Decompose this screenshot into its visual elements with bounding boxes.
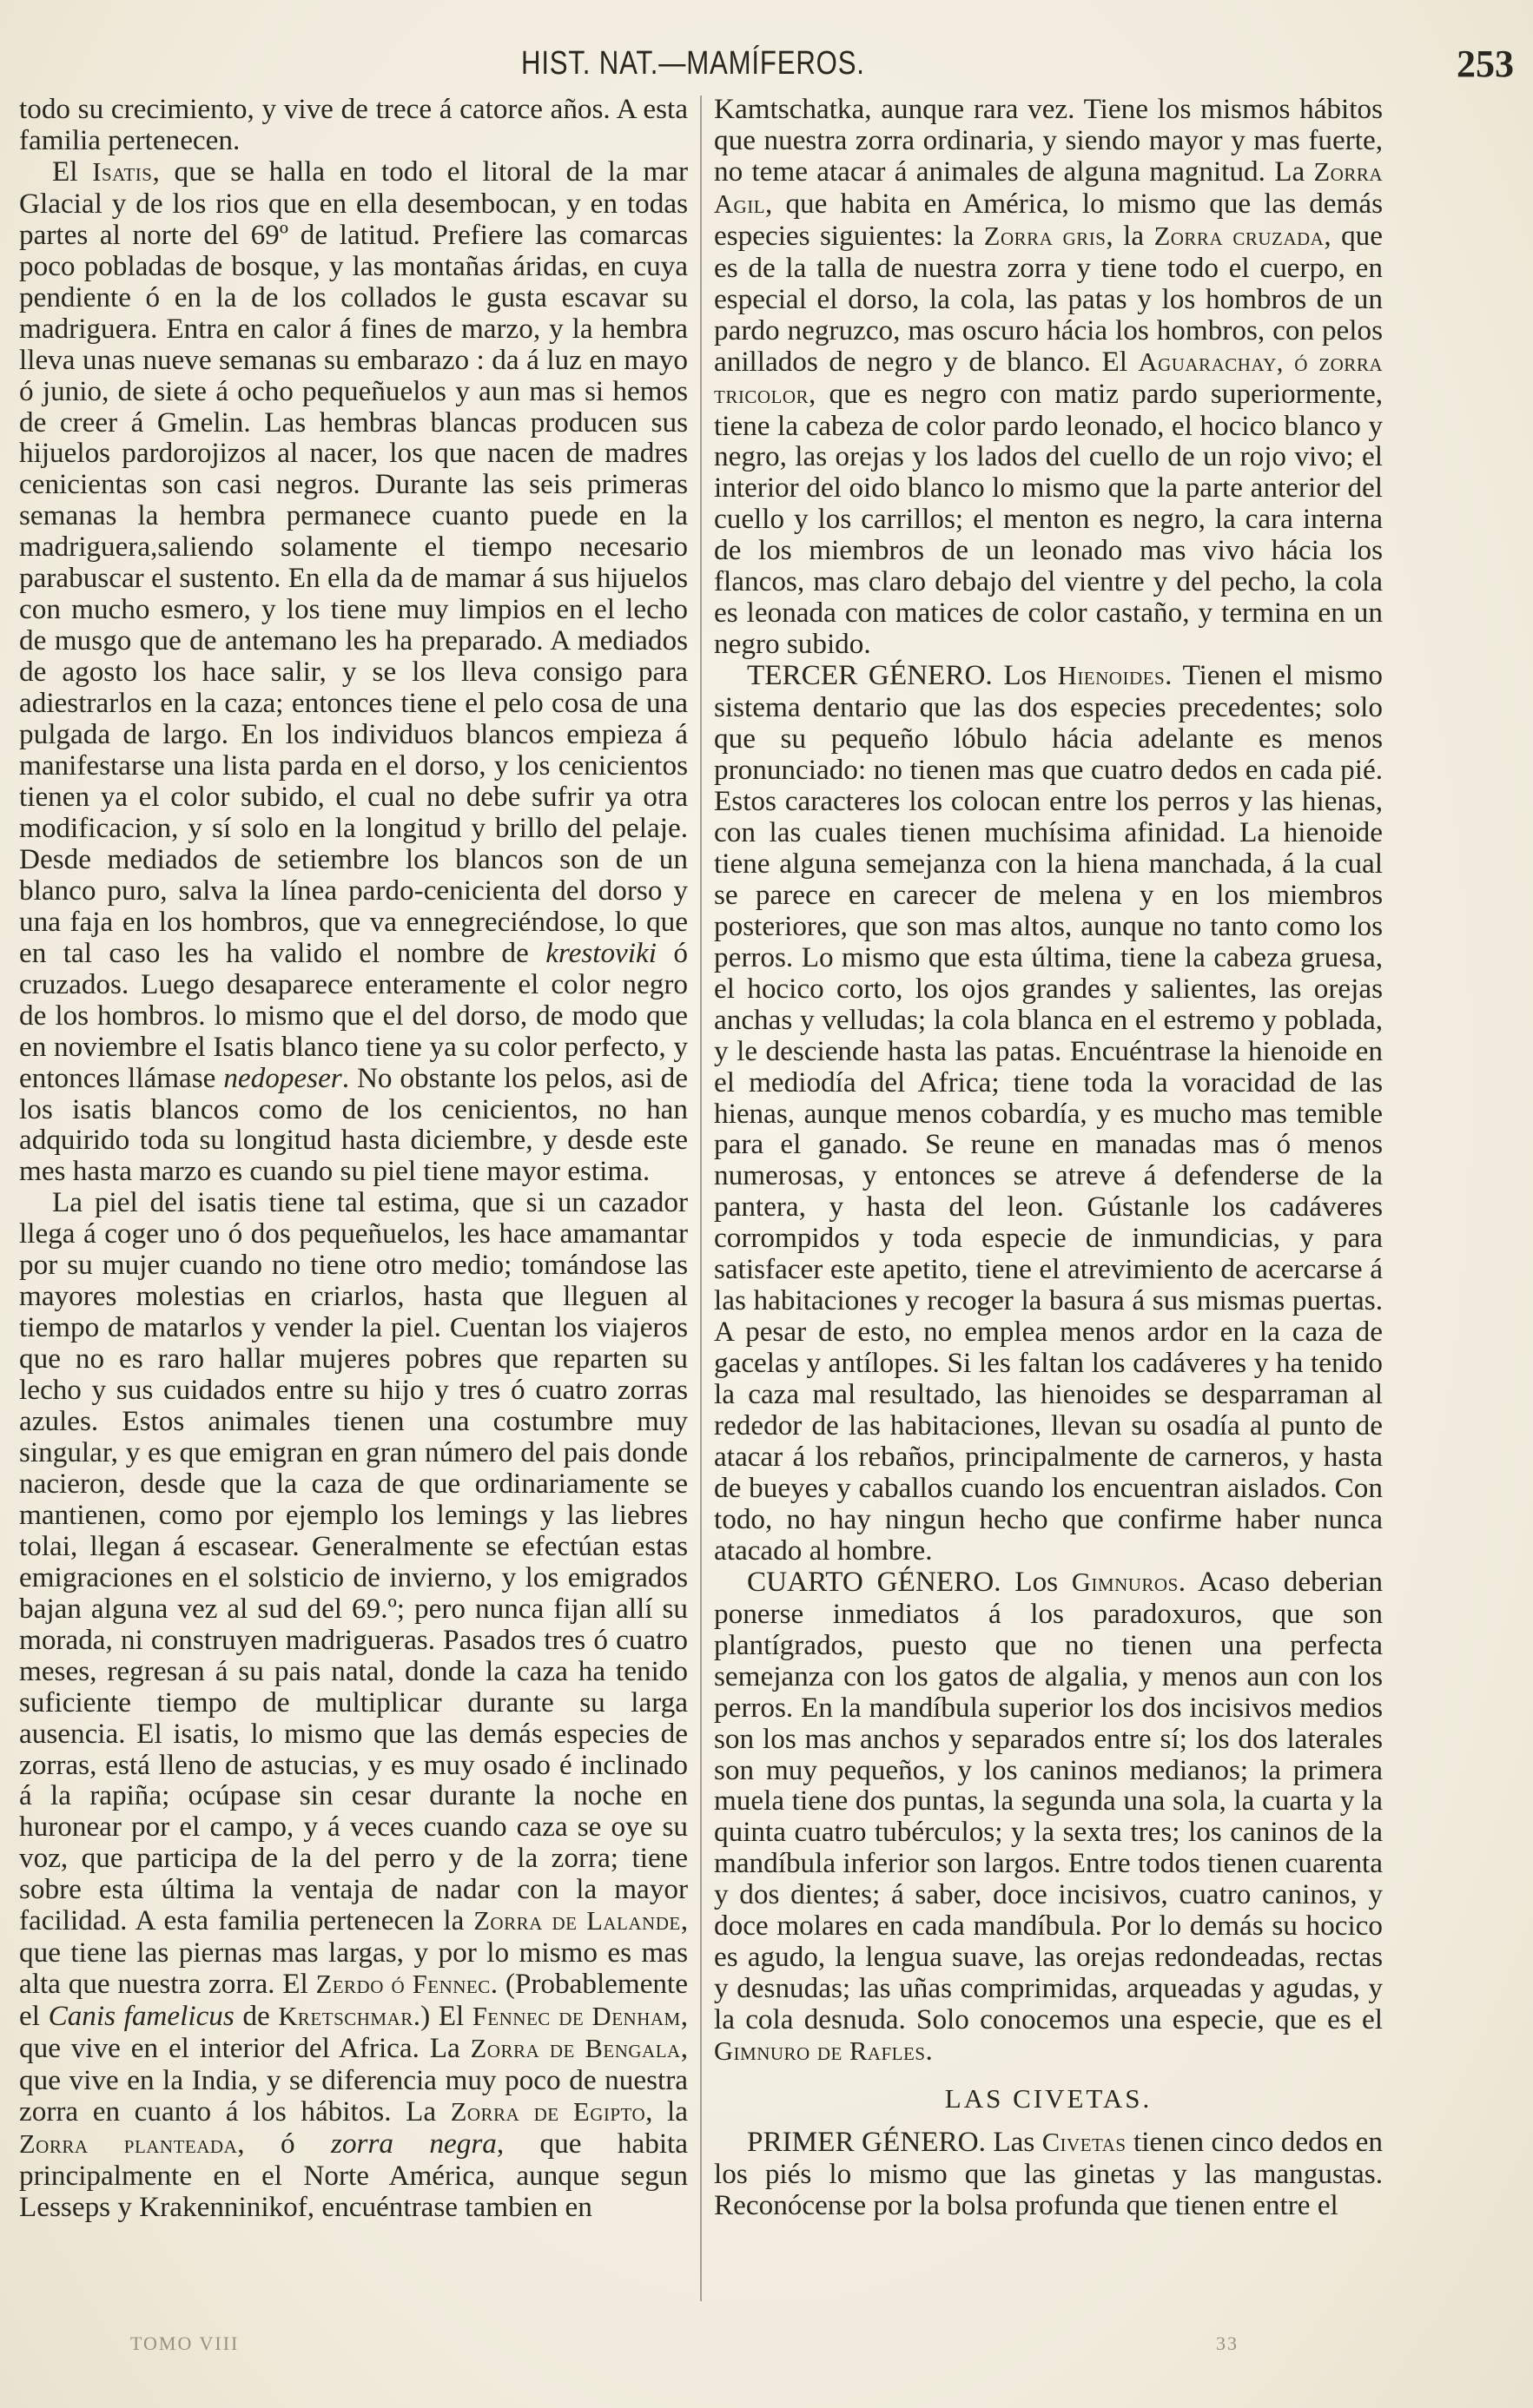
text-run: Kamtschatka, aunque rara vez. Tiene los mismos hábitos que nuestra zorra ordinaria, y siendo mayor y mas fuerte, no teme atacar á animales de alguna magnitud. La	[714, 94, 1383, 188]
species-name: Fennec de Denham	[472, 2002, 681, 2032]
species-name: Zorra de Lalande	[473, 1906, 681, 1936]
running-header	[0, 42, 1533, 94]
header-title: HIST. NAT.—MAMÍFEROS.	[521, 45, 865, 82]
species-name: Zorra Agil	[714, 156, 1383, 219]
text-run: , que habita principalmente en el Norte América, aunque segun Lesseps y Krakenninikof, encuéntrase tambien en	[19, 2127, 688, 2223]
left-column	[19, 94, 688, 2317]
species-name: Zorra de Egipto	[450, 2097, 646, 2127]
genus-name: Civetas	[1041, 2128, 1127, 2157]
paragraph	[714, 2127, 1383, 2221]
paragraph	[714, 94, 1383, 660]
text-run: , que vive en la India, y se diferencia muy poco de nuestra zorra en cuanto á los hábitos. La	[19, 2032, 688, 2128]
text-run: ó cruzados. Luego desaparece enteramente el color negro de los hombros. lo mismo que el del dorso, de modo que en noviembre el Isatis blanco tiene ya su color perfecto, y entonces llámase	[19, 936, 688, 1094]
text-run: , que vive en el interior del Africa. La	[19, 2000, 688, 2065]
species-name: Isatis	[92, 156, 153, 187]
genus-name: Gimnuros	[1071, 1567, 1179, 1597]
column-divider	[700, 96, 702, 2301]
paragraph	[19, 156, 688, 1187]
species-name: Aguarachay, ó zorra tricolor	[714, 346, 1383, 409]
species-name: Gimnuro de Rafles	[714, 2036, 926, 2067]
italic-term: zorra negra	[331, 2127, 497, 2160]
section-title: LAS CIVETAS.	[944, 2083, 1153, 2114]
species-name: Zerdo ó Fennec	[315, 1969, 491, 2000]
italic-term: Canis famelicus	[48, 2000, 235, 2033]
genus-heading: CUARTO GÉNERO. Los	[747, 1565, 1072, 1598]
text-run: de	[234, 2000, 279, 2033]
text-run: , la	[645, 2095, 688, 2128]
text-run: , que es negro con matiz pardo superiormente, tiene la cabeza de color pardo leonado, el hocico blanco y negro, las orejas y los lados del cuello de un rojo vivo; el interior del oido blanco lo mismo que la parte anterior del cuello y los carrillos; el menton es negro, la cara interna de los miembros de un leonado mas vivo hácia los flancos, mas claro debajo del vientre y del pecho, la cola es leonada con matices de color castaño, y termina en un negro subido.	[714, 377, 1383, 661]
author-name: Kretschmar	[278, 2002, 413, 2032]
paragraph	[19, 94, 688, 156]
species-name: Zorra planteada	[19, 2128, 238, 2159]
text-run: .	[925, 2035, 933, 2068]
text-run: , que es de la talla de nuestra zorra y tiene todo el cuerpo, en especial el dorso, la cola, las patas y los hombros de un pardo negruzco, mas oscuro hácia los hombros, con pelos anillados de negro y de blanco. El	[714, 219, 1383, 378]
text-run: , que tiene las piernas mas largas, y por lo mismo es mas alta que nuestra zorra. El	[19, 1904, 688, 2001]
paragraph	[714, 1567, 1383, 2068]
right-column	[714, 94, 1383, 2317]
paragraph	[714, 660, 1383, 1567]
italic-term: nedopeser	[223, 1061, 342, 1094]
paragraph	[19, 1187, 688, 2222]
text-run: El	[52, 155, 93, 188]
species-name: Zorra cruzada	[1153, 221, 1325, 251]
text-run: La piel del isatis tiene tal estima, que si un cazador llega á coger uno ó dos pequeñuelos, les hace amamantar por su mujer cuando no tiene otro medio; tomándose las mayores molestias en criarlos, hasta que lleguen al tiempo de matarlos y vender la piel. Cuentan los viajeros que no es raro hallar mujeres pobres que reparten su lecho y sus cuidados entre su hijo y tres ó cuatro zorras azules. Estos animales tienen una costumbre muy singular, y es que emigran en gran número del pais donde nacieron, desde que la caza de que ordinariamente se mantienen, como por ejemplo los lemings y las liebres tolai, llegan á escasear. Generalmente se efectúan estas emigraciones en el solsticio de invierno, y los emigrados bajan alguna vez al sud del 69.º; pero nunca fijan allí su morada, ni construyen madrigueras. Pasados tres ó cuatro meses, regresan á su pais natal, donde la caza ha tenido suficiente tiempo de multiplicar durante su larga ausencia. El isatis, lo mismo que las demás especies de zorras, está lleno de astucias, y es muy osado é inclinado á la rapiña; ocúpase sin cesar durante la noche en huronear por el campo, y á veces cuando caza se oye su voz, que participa de la del perro y de la zorra; tiene sobre esta última la ventaja de nadar con la mayor facilidad. A esta familia pertenecen la	[19, 1186, 688, 1937]
species-name: Zorra gris	[983, 221, 1107, 251]
italic-term: krestoviki	[545, 936, 657, 969]
genus-heading: TERCER GÉNERO. Los	[747, 659, 1058, 692]
text-run: todo su crecimiento, y vive de trece á catorce años. A esta familia pertenecen.	[19, 94, 688, 156]
text-run: , ó	[237, 2127, 332, 2160]
text-run: .) El	[413, 2000, 472, 2033]
page-number: 253	[1457, 43, 1514, 85]
sheet-signature: 33	[1216, 2332, 1239, 2354]
text-run: , que se halla en todo el litoral de la mar Glacial y de los rios que en ella desembocan, y en todas partes al norte del 69º de latitud. Prefiere las comarcas poco pobladas de bosque, y las montañas áridas, en cuya pendiente ó en la de los collados le gusta escavar su madriguera. Entra en calor á fines de marzo, y la hembra lleva unas nueve semanas su embarazo : da á luz en mayo ó junio, de siete á ocho pequeñuelos y aun mas si hemos de creer á Gmelin. Las hembras blancas producen sus hijuelos pardorojizos al nacer, los que nacen de madres cenicientas son casi negros. Durante las seis primeras semanas la hembra permanece cuanto puede en la madriguera,saliendo solamente el tiempo necesario parabuscar el sustento. En ella da de mamar á sus hijuelos con mucho esmero, y los tiene muy limpios en el lecho de musgo que de antemano les ha preparado. A mediados de agosto los hace salir, y se los lleva consigo para adiestrarlos en la caza; entonces tiene el pelo cosa de una pulgada de largo. En los individuos blancos empieza á manifestarse una lista parda en el dorso, y los cenicientos tienen ya el color subido, el cual no debe sufrir ya otra modificacion, y sí solo en la longitud y brillo del pelaje. Desde mediados de setiembre los blancos son de un blanco puro, salva la línea pardo-cenicienta del dorso y una faja en los hombros, que va ennegreciéndose, lo que en tal caso les ha valido el nombre de	[19, 155, 688, 969]
text-run: . Tienen el mismo sistema dentario que las dos especies precedentes; solo que su pequeño lóbulo hácia adelante es menos pronunciado: no tienen mas que cuatro dedos en cada pié. Estos caracteres los colocan entre los perros y las hienas, con las cuales tienen muchísima afinidad. La hienoide tiene alguna semejanza con la hiena manchada, á la cual se parece en carecer de melena y en los miembros posteriores, que son mas altos, aunque no tanto como los perros. Lo mismo que esta última, tiene la cabeza gruesa, el hocico corto, los ojos grandes y salientes, las orejas anchas y velludas; la cola blanca en el estremo y poblada, y le desciende hasta las patas. Encuéntrase la hienoide en el mediodía del Africa; tiene toda la voracidad de las hienas, aunque menos cobardía, y es mucho mas temible para el ganado. Se reune en manadas mas ó menos numerosas, y entonces se atreve á defenderse de la pantera, y hasta del leon. Gústanle los cadáveres corrompidos y toda especie de inmundicias, y para satisfacer este apetito, tiene el atrevimiento de acercarse á las habitaciones y recoger la basura á sus mismas puertas. A pesar de esto, no emplea menos ardor en la caza de gacelas y antílopes. Si les faltan los cadáveres y ha tenido la caza mal resultado, las hienoides se desparraman al rededor de las habitaciones, llevan su osadía al punto de atacar á los rebaños, principalmente de carneros, y hasta de bueyes y caballos cuando los encuentran aislados. Con todo, no hay ningun hecho que confirme haber nunca atacado al hombre.	[714, 659, 1383, 1567]
text-run: . No obstante los pelos, asi de los isatis blancos como de los cenicientos, no han adquirido toda su longitud hasta diciembre, y desde este mes hasta marzo es cuando su piel tiene mayor estima.	[19, 1061, 688, 1188]
text-run: , que habita en América, lo mismo que las demás especies siguientes: la	[714, 187, 1383, 252]
volume-signature: TOMO VIII	[130, 2332, 240, 2354]
text-run: , la	[1106, 219, 1154, 252]
species-name: Zorra de Bengala	[470, 2034, 681, 2064]
text-run: . (Probablemente el	[19, 1968, 688, 2033]
text-run: . Acaso deberian ponerse inmediatos á los paradoxuros, que son plantígrados, puesto que no tienen una perfecta semejanza con los gatos de algalia, y menos aun con los perros. En la mandíbula superior los dos incisivos medios son los mas anchos y separados entre sí; los dos laterales son muy pequeños, y los caninos medianos; la primera muela tiene dos puntas, la segunda una sola, la cuarta y la quinta cuatro tubérculos; y la sexta tres; los caninos de la mandíbula inferior son largos. Entre todos tienen cuarenta y dos dientes; á saber, doce incisivos, cuatro caninos, y doce molares en cada mandíbula. Por lo demás su hocico es agudo, la lengua suave, las orejas redondeadas, rectas y desnudas; las uñas comprimidas, arqueadas y agudas, y la cola desnuda. Solo conocemos una especie, que es el	[714, 1565, 1383, 2036]
genus-name: Hienoides	[1057, 661, 1166, 691]
page-footer	[0, 2332, 1533, 2367]
genus-heading: PRIMER GÉNERO. Las	[747, 2126, 1042, 2158]
text-run: tienen cinco dedos en los piés lo mismo que las ginetas y las mangustas. Reconócense por la bolsa profunda que tienen entre el	[714, 2126, 1383, 2221]
